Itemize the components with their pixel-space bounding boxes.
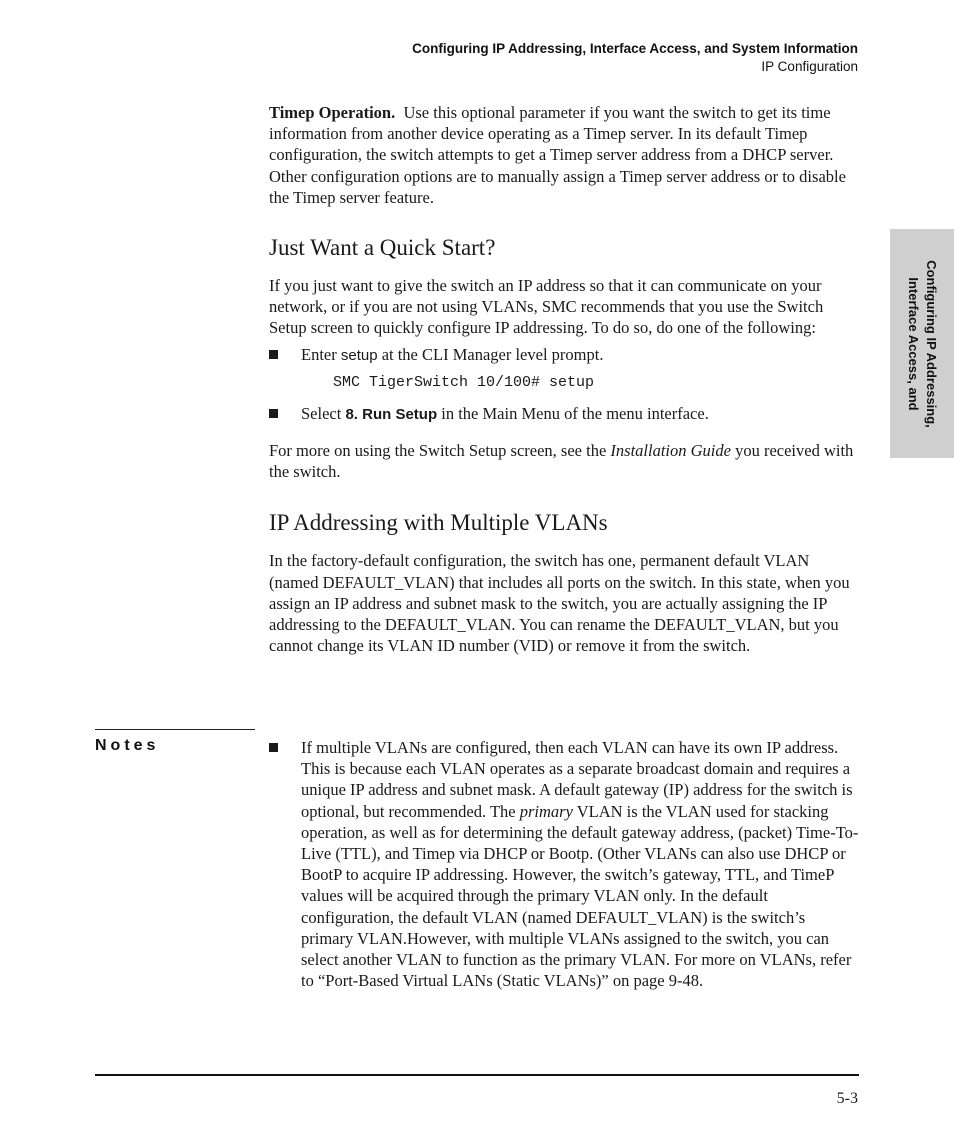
bullet-square-icon <box>269 409 278 418</box>
setup-command: setup <box>340 346 378 364</box>
quick-start-heading: Just Want a Quick Start? <box>269 235 496 261</box>
quick-start-bullet-run-setup: Select 8. Run Setup in the Main Menu of the menu interface. <box>269 403 859 425</box>
running-header-subtitle: IP Configuration <box>761 59 858 74</box>
chapter-thumb-tab-line-2: Interface Access, and <box>906 276 921 411</box>
run-setup-menu-item: 8. Run Setup <box>345 405 438 423</box>
quick-start-more-info: For more on using the Switch Setup screen, see the Installation Guide you received with the switch. <box>269 441 854 482</box>
multi-vlan-paragraph: In the factory-default configuration, the switch has one, permanent default VLAN (named DEFAULT_VLAN) that includes all ports on the switch. In this state, when you assign an IP address and subnet mask to the switch, you are actually assigning the IP addressing to the DEFAULT_VLAN. You can rename the DEFAULT_VLAN, but you cannot change its VLAN ID number (VID) or remove it from the switch. <box>269 551 850 656</box>
main-content <box>269 102 859 656</box>
running-header-title: Configuring IP Addressing, Interface Access, and System Information <box>412 41 858 56</box>
timep-text: Use this optional parameter if you want the switch to get its time information from another device operating as a Timep server. In its default Timep configuration, the switch attempts to get a Timep server address from a DHCP server. Other configuration options are to manually assign a Timep server address or to disable the Timep server feature. <box>269 103 846 207</box>
timep-paragraph <box>269 102 859 208</box>
bullet-square-icon <box>269 350 278 359</box>
chapter-thumb-tab-text <box>904 260 940 428</box>
multi-vlan-heading: IP Addressing with Multiple VLANs <box>269 510 608 536</box>
timep-label: Timep Operation. <box>269 103 396 122</box>
notes-bullet: If multiple VLANs are configured, then each VLAN can have its own IP address. This is because each VLAN operates as a separate broadcast domain and requires a unique IP address and subnet mask. A default gateway (IP) address for the switch is optional, but recommended. The primary VLAN is the VLAN used for stacking operation, as well as for determining the default gateway address, (packet) Time-To-Live (TTL), and Timep via DHCP or Bootp. (Other VLANs can also use DHCP or BootP to acquire IP addressing. However, the switch’s gateway, TTL, and TimeP values will be acquired through the primary VLAN only. In the default configuration, the default VLAN (named DEFAULT_VLAN) is the switch’s primary VLAN.However, with multiple VLANs assigned to the switch, you can select another VLAN to function as the primary VLAN. For more on VLANs, refer to “Port-Based Virtual LANs (Static VLANs)” on page 9-48. <box>269 737 859 991</box>
notes-label: Notes <box>95 737 160 754</box>
bullet-square-icon <box>269 743 278 752</box>
footer-divider <box>95 1074 859 1076</box>
page-number: 5-3 <box>836 1090 858 1107</box>
quick-start-bullet-setup: Enter setup at the CLI Manager level prompt. <box>269 344 859 366</box>
primary-emphasis: primary <box>519 801 573 821</box>
chapter-thumb-tab <box>890 229 954 458</box>
quick-start-intro: If you just want to give the switch an IP address so that it can communicate on your network, or if you are not using VLANs, SMC recommends that you use the Switch Setup screen to quickly configure IP addressing. To do so, do one of the following: <box>269 276 824 338</box>
cli-code-sample: SMC TigerSwitch 10/100# setup <box>333 373 595 391</box>
chapter-thumb-tab-line-1: Configuring IP Addressing, <box>924 259 939 428</box>
notes-body <box>269 737 859 991</box>
notes-divider <box>95 729 255 730</box>
installation-guide-ref: Installation Guide <box>610 441 731 461</box>
running-header <box>412 40 858 76</box>
